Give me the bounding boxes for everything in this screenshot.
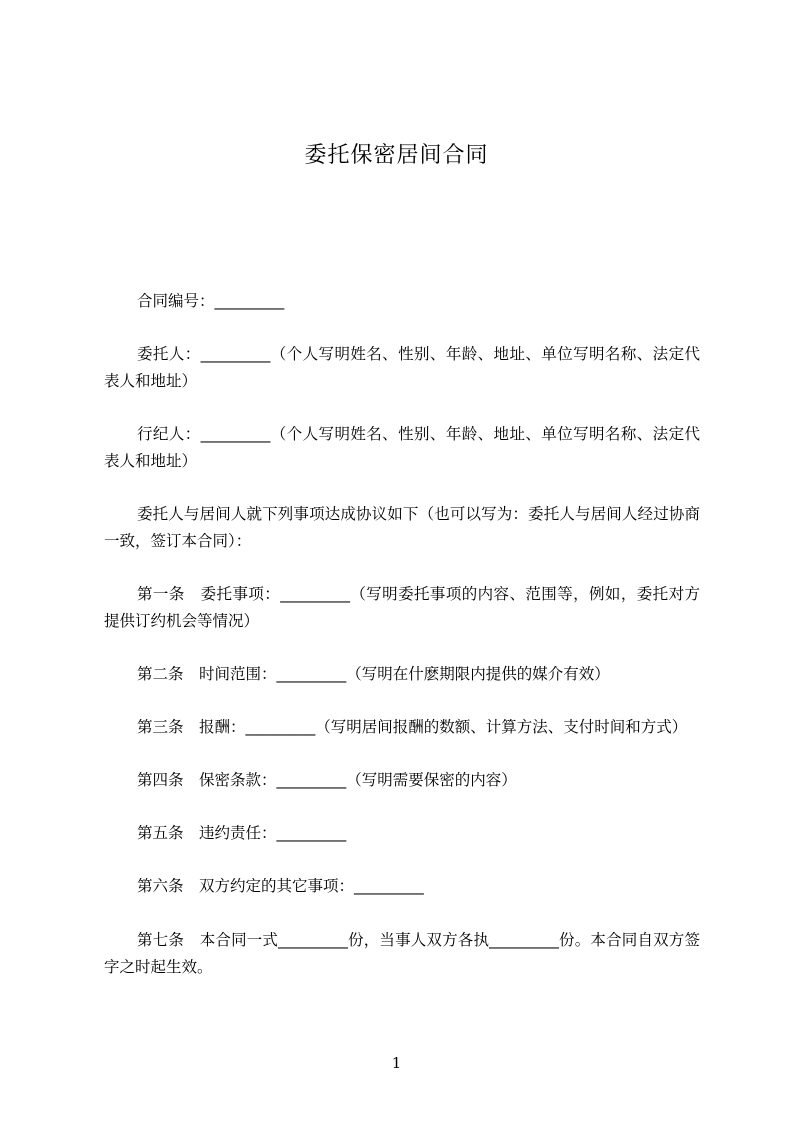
article-3: 第三条 报酬：_________（写明居间报酬的数额、计算方法、支付时间和方式）	[137, 718, 688, 736]
contract-number: 合同编号：_________	[137, 292, 285, 310]
principal-clause: 委托人：_________（个人写明姓名、性别、年龄、地址、单位写明名称、法定代表人和地址）	[104, 345, 700, 390]
article-4: 第四条 保密条款：_________（写明需要保密的内容）	[137, 771, 517, 789]
article-5: 第五条 违约责任：_________	[137, 824, 347, 842]
article-6: 第六条 双方约定的其它事项：_________	[137, 877, 424, 895]
article-2: 第二条 时间范围：_________（写明在什麽期限内提供的媒介有效）	[137, 665, 610, 683]
article-1: 第一条 委托事项：_________（写明委托事项的内容、范围等，例如，委托对方提供订约机会等情况）	[104, 585, 700, 630]
article-7: 第七条 本合同一式_________份，当事人双方各执_________份。本合同自双方签字之时起生效。	[104, 931, 700, 976]
preamble: 委托人与居间人就下列事项达成协议如下（也可以写为：委托人与居间人经过协商一致，签订本合同）：	[104, 505, 700, 550]
page-number: 1	[391, 1054, 402, 1072]
document-title: 委托保密居间合同	[304, 143, 489, 168]
broker-clause: 行纪人：_________（个人写明姓名、性别、年龄、地址、单位写明名称、法定代表人和地址）	[104, 425, 700, 470]
